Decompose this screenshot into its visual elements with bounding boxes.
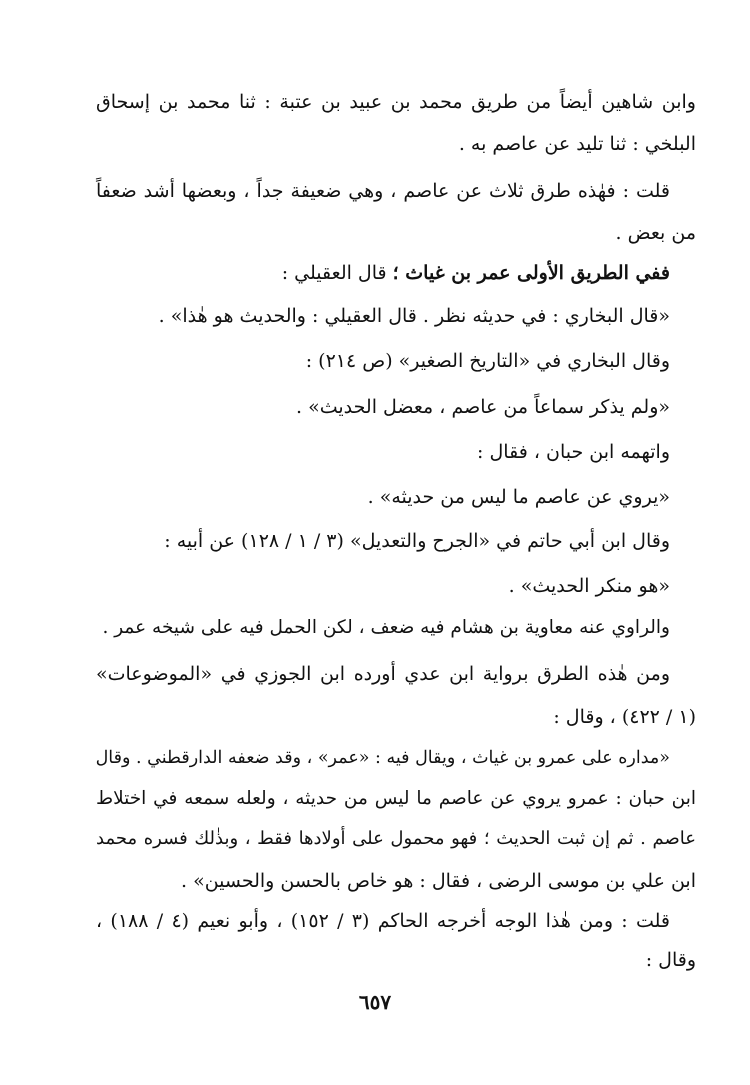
quote-line: «هو منكر الحديث» .: [508, 575, 670, 597]
bold-heading: ففي الطريق الأولى عمر بن غياث ؛: [392, 262, 670, 284]
quote-line: ابن حبان : عمرو يروي عن عاصم ما ليس من حديثه ، ولعله سمعه في اختلاط: [96, 788, 696, 809]
text-span: قال العقيلي :: [281, 262, 393, 284]
text-line: واتهمه ابن حبان ، فقال :: [477, 441, 670, 463]
text-line: ومن هٰذه الطرق برواية ابن عدي أورده ابن الجوزي في «الموضوعات»: [96, 663, 670, 685]
quote-line: «قال البخاري : في حديثه نظر . قال العقيلي : والحديث هو هٰذا» .: [158, 305, 670, 327]
quote-line: «يروي عن عاصم ما ليس من حديثه» .: [367, 486, 670, 508]
quote-line: عاصم . ثم إن ثبت الحديث ؛ فهو محمول على أولادها فقط ، وبذٰلك فسره محمد: [96, 828, 696, 849]
text-line: قلت : ومن هٰذا الوجه أخرجه الحاكم (٣ / ١٥٢) ، وأبو نعيم (٤ / ١٨٨) ،: [96, 910, 671, 932]
text-line: (١ / ٤٢٢) ، وقال :: [553, 706, 696, 728]
quote-line: ابن علي بن موسى الرضى ، فقال : هو خاص بالحسن والحسين» .: [180, 870, 696, 892]
text-line: وابن شاهين أيضاً من طريق محمد بن عبيد بن عتبة : ثنا محمد بن إسحاق: [96, 91, 696, 113]
text-line: وقال ابن أبي حاتم في «الجرح والتعديل» (٣ / ١ / ١٢٨) عن أبيه :: [164, 530, 670, 552]
text-line: قلت : فهٰذه طرق ثلاث عن عاصم ، وهي ضعيفة جداً ، وبعضها أشد ضعفاً: [96, 180, 670, 202]
text-line: من بعض .: [615, 222, 696, 244]
text-line: وقال البخاري في «التاريخ الصغير» (ص ٢١٤) :: [305, 350, 670, 372]
page-number: ٦٥٧: [358, 990, 392, 1014]
text-line: وقال :: [645, 949, 696, 971]
quote-line: «مداره على عمرو بن غياث ، ويقال فيه : «عمر» ، وقد ضعفه الدارقطني . وقال: [95, 748, 670, 768]
text-line: والراوي عنه معاوية بن هشام فيه ضعف ، لكن الحمل فيه على شيخه عمر .: [102, 617, 670, 638]
quote-line: «ولم يذكر سماعاً من عاصم ، معضل الحديث» .: [296, 396, 670, 418]
text-line: [96, 258, 670, 288]
text-line: البلخي : ثنا تليد عن عاصم به .: [458, 133, 696, 155]
